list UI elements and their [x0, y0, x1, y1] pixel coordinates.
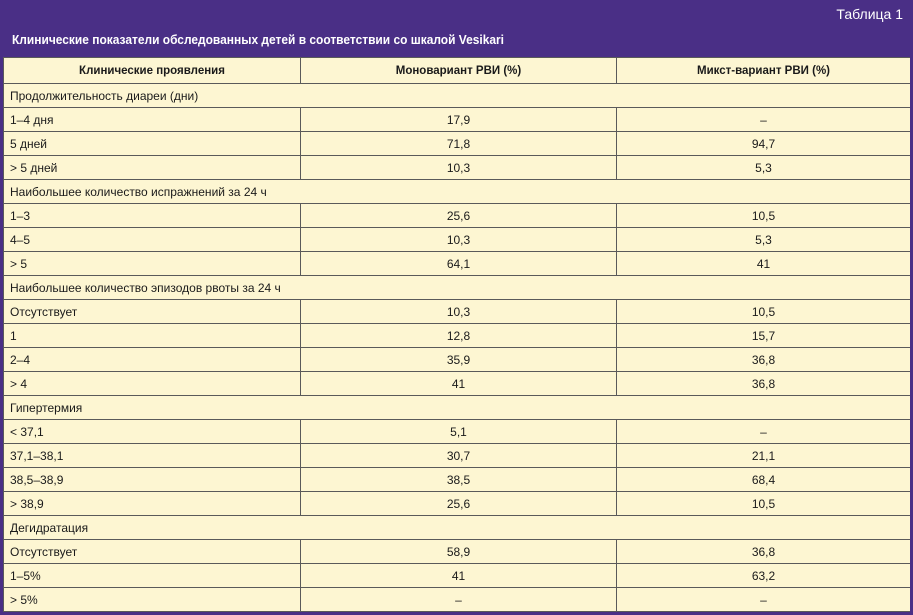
data-table — [3, 57, 911, 612]
row-label: 4–5 — [4, 228, 301, 252]
mono-value: 10,3 — [301, 300, 617, 324]
table-row — [4, 372, 911, 396]
row-label: 1 — [4, 324, 301, 348]
mono-value: 71,8 — [301, 132, 617, 156]
row-label: 38,5–38,9 — [4, 468, 301, 492]
mixed-value: 36,8 — [617, 540, 911, 564]
mono-value: 10,3 — [301, 156, 617, 180]
column-header: Клинические проявления — [4, 58, 301, 84]
column-header: Моновариант РВИ (%) — [301, 58, 617, 84]
table-body — [4, 84, 911, 612]
row-label: > 5 — [4, 252, 301, 276]
table-row — [4, 468, 911, 492]
mono-value: 64,1 — [301, 252, 617, 276]
mixed-value: 10,5 — [617, 300, 911, 324]
table-row — [4, 300, 911, 324]
mono-value: 25,6 — [301, 204, 617, 228]
section-header-row — [4, 84, 911, 108]
section-header-row — [4, 516, 911, 540]
row-label: 1–4 дня — [4, 108, 301, 132]
section-header-row — [4, 276, 911, 300]
mixed-value: 41 — [617, 252, 911, 276]
row-label: > 5 дней — [4, 156, 301, 180]
mono-value: 41 — [301, 372, 617, 396]
table-row — [4, 228, 911, 252]
section-header-row — [4, 180, 911, 204]
table-row — [4, 564, 911, 588]
row-label: Отсутствует — [4, 540, 301, 564]
mixed-value: 10,5 — [617, 204, 911, 228]
mixed-value: 68,4 — [617, 468, 911, 492]
mixed-value: 15,7 — [617, 324, 911, 348]
table-row — [4, 588, 911, 612]
row-label: 1–3 — [4, 204, 301, 228]
row-label: 5 дней — [4, 132, 301, 156]
row-label: 1–5% — [4, 564, 301, 588]
section-title: Гипертермия — [4, 396, 911, 420]
mono-value: 5,1 — [301, 420, 617, 444]
column-header: Микст-вариант РВИ (%) — [617, 58, 911, 84]
mixed-value: – — [617, 588, 911, 612]
mono-value: – — [301, 588, 617, 612]
mono-value: 30,7 — [301, 444, 617, 468]
table-header-bar — [0, 0, 913, 57]
table-header-row — [4, 58, 911, 84]
mixed-value: 5,3 — [617, 228, 911, 252]
row-label: > 4 — [4, 372, 301, 396]
mixed-value: – — [617, 420, 911, 444]
section-title: Наибольшее количество эпизодов рвоты за 24 ч — [4, 276, 911, 300]
mono-value: 25,6 — [301, 492, 617, 516]
table-row — [4, 252, 911, 276]
table-row — [4, 108, 911, 132]
table-row — [4, 156, 911, 180]
mixed-value: 10,5 — [617, 492, 911, 516]
table-row — [4, 492, 911, 516]
table-row — [4, 420, 911, 444]
mono-value: 35,9 — [301, 348, 617, 372]
mono-value: 12,8 — [301, 324, 617, 348]
row-label: > 38,9 — [4, 492, 301, 516]
section-title: Продолжительность диареи (дни) — [4, 84, 911, 108]
section-title: Дегидратация — [4, 516, 911, 540]
mixed-value: 21,1 — [617, 444, 911, 468]
mixed-value: 5,3 — [617, 156, 911, 180]
row-label: < 37,1 — [4, 420, 301, 444]
mono-value: 38,5 — [301, 468, 617, 492]
mono-value: 41 — [301, 564, 617, 588]
table-caption: Клинические показатели обследованных детей в соответствии со шкалой Vesikari — [12, 32, 504, 47]
table-row — [4, 204, 911, 228]
table-row — [4, 348, 911, 372]
mixed-value: – — [617, 108, 911, 132]
mono-value: 17,9 — [301, 108, 617, 132]
row-label: > 5% — [4, 588, 301, 612]
mixed-value: 36,8 — [617, 372, 911, 396]
row-label: 2–4 — [4, 348, 301, 372]
table-row — [4, 324, 911, 348]
row-label: 37,1–38,1 — [4, 444, 301, 468]
mixed-value: 36,8 — [617, 348, 911, 372]
table-row — [4, 132, 911, 156]
table-number: Таблица 1 — [836, 6, 903, 22]
row-label: Отсутствует — [4, 300, 301, 324]
table-row — [4, 540, 911, 564]
mixed-value: 94,7 — [617, 132, 911, 156]
table-row — [4, 444, 911, 468]
section-title: Наибольшее количество испражнений за 24 ч — [4, 180, 911, 204]
section-header-row — [4, 396, 911, 420]
mono-value: 10,3 — [301, 228, 617, 252]
mono-value: 58,9 — [301, 540, 617, 564]
mixed-value: 63,2 — [617, 564, 911, 588]
